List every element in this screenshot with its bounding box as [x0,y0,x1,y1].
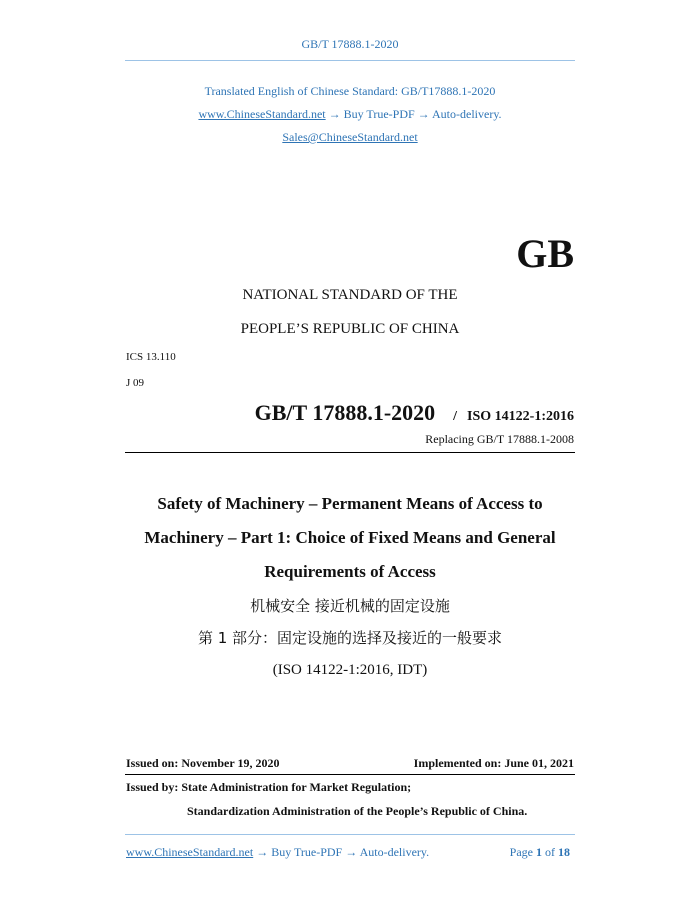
j-code: J 09 [126,377,145,389]
delivery-text: Auto-delivery. [432,107,502,121]
site-link[interactable]: www.ChineseStandard.net [198,107,326,121]
iso-number: ISO 14122-1:2016 [467,409,574,424]
page-total: 18 [558,845,570,859]
footer-site-link[interactable]: www.ChineseStandard.net [126,845,254,859]
idt-note: (ISO 14122-1:2016, IDT) [272,662,428,678]
ics-code: ICS 13.110 [126,351,176,363]
iso-slash: / [453,409,458,424]
title-line-2: Machinery – Part 1: Choice of Fixed Means and General [144,528,556,547]
gb-number: GB/T 17888.1-2020 [254,400,436,425]
translated-line: Translated English of Chinese Standard: GB/T17888.1-2020 [204,84,496,98]
national-line-2: PEOPLE’S REPUBLIC OF CHINA [240,321,460,337]
arrow-icon: → [325,107,344,121]
issued-by-2: Standardization Administration of the People’s Republic of China. [187,804,528,818]
cn-title-1: 机械安全 接近机械的固定设施 [250,597,450,615]
title-line-1: Safety of Machinery – Permanent Means of Access to [157,494,543,513]
issued-on: Issued on: November 19, 2020 [126,756,280,770]
header-rule [125,60,575,61]
replacing-note: Replacing GB/T 17888.1-2008 [425,432,574,446]
promo-links [0,107,700,122]
arrow-icon: → [253,845,272,859]
implemented-on: Implemented on: June 01, 2021 [413,756,574,770]
arrow-icon: → [342,845,360,859]
email-link[interactable]: Sales@ChineseStandard.net [282,130,418,144]
title-rule [125,452,575,453]
cn-title-2: 第 1 部分：固定设施的选择及接近的一般要求 [197,629,503,647]
page-label: Page [509,845,533,859]
national-line-1: NATIONAL STANDARD OF THE [242,287,458,303]
title-line-3: Requirements of Access [264,562,436,581]
footer-delivery-text: Auto-delivery. [359,845,430,859]
footer-buy-link[interactable]: Buy True-PDF [271,845,343,859]
gb-logo: GB [516,231,574,276]
standard-number [255,400,574,426]
issue-rule [125,774,575,775]
arrow-icon: → [414,107,433,121]
footer-links [126,845,429,860]
issued-by: Issued by: State Administration for Market Regulation; [126,780,412,794]
of-label: of [545,845,555,859]
footer-rule [125,834,575,835]
page-indicator [510,845,570,860]
header-code: GB/T 17888.1-2020 [301,37,399,51]
page-number: 1 [536,845,542,859]
buy-link[interactable]: Buy True-PDF [343,107,415,121]
